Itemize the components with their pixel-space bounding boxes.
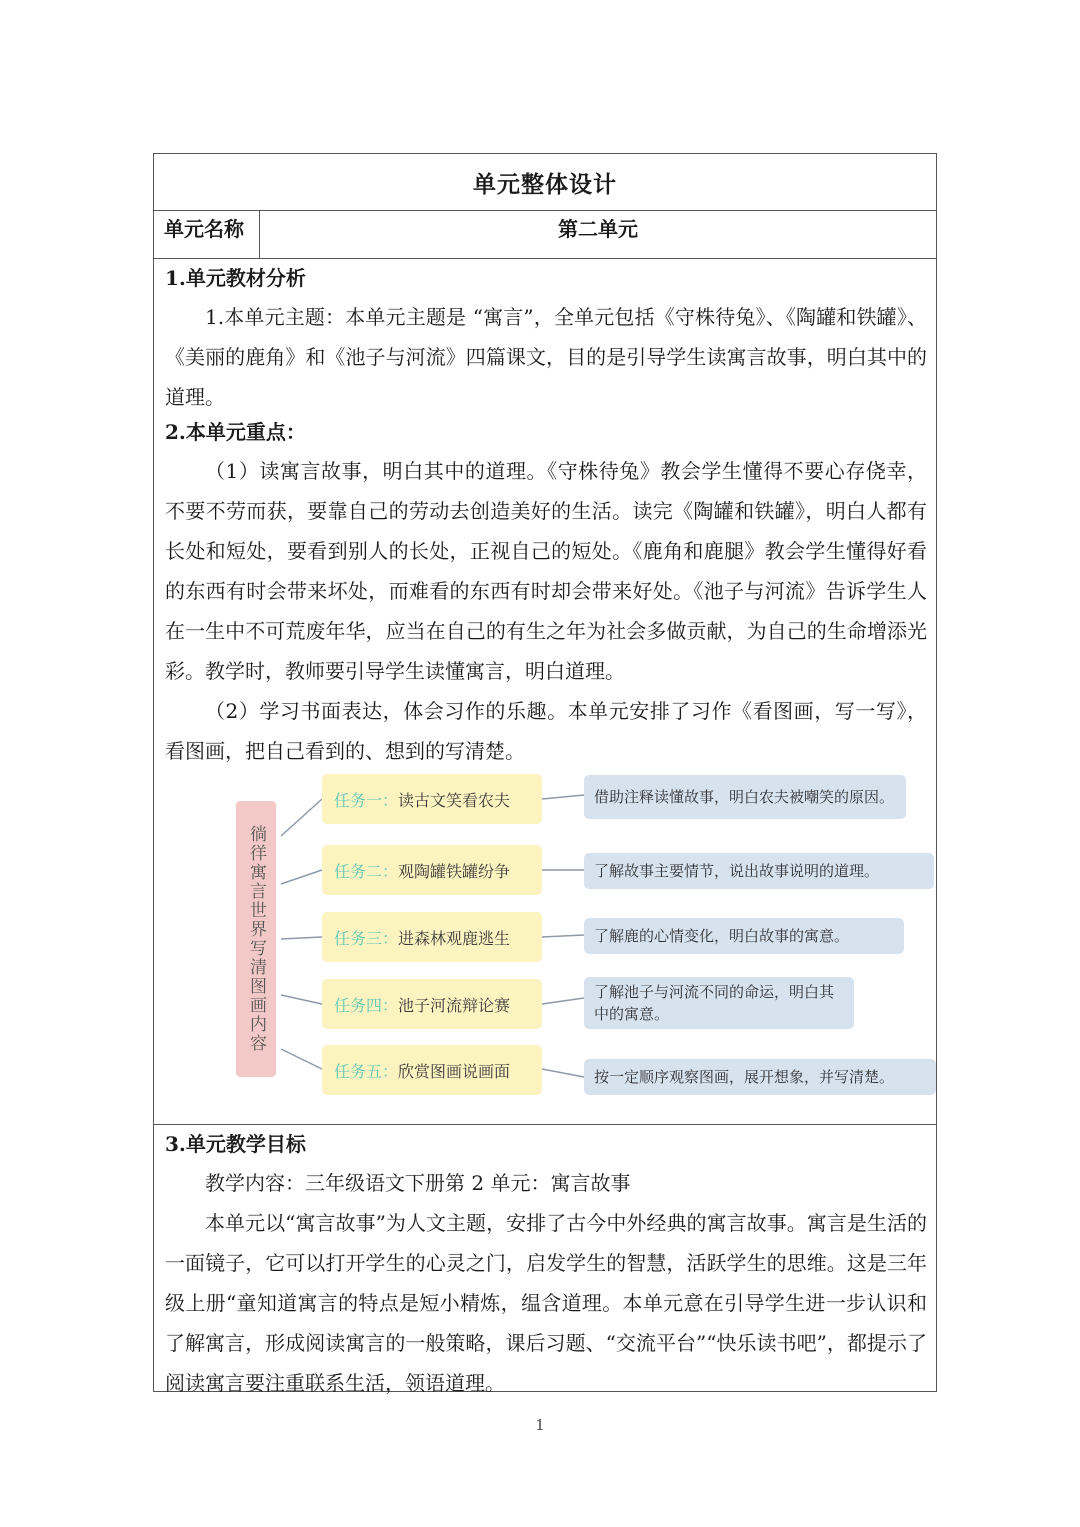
task-box-5	[322, 1045, 542, 1095]
task-box-4	[322, 979, 542, 1029]
connector-task5-desc	[542, 1069, 584, 1077]
teaching-content: 教学内容：三年级语文下册第 2 单元：寓言故事	[205, 1171, 631, 1195]
connector-task4-desc	[542, 998, 584, 1004]
task-box-2	[322, 845, 542, 895]
task-4-label: 任务四：	[334, 995, 399, 1015]
task-5-desc: 按一定顺序观察图画，展开想象，并写清楚。	[584, 1059, 936, 1095]
task-5-label: 任务五：	[334, 1061, 399, 1081]
mindmap-root-label: 徜徉寓言世界写清图画内容	[246, 825, 266, 1053]
section3-heading: 3.单元教学目标	[165, 1132, 306, 1156]
task-2-desc: 了解故事主要情节，说出故事说明的道理。	[584, 853, 934, 889]
section1-paragraph: 1.本单元主题：本单元主题是 “寓言”，全单元包括《守株待兔》、《陶罐和铁罐》、《美丽的鹿角》和《池子与河流》四篇课文，目的是引导学生读寓言故事，明白其中的道理。	[165, 305, 927, 409]
task-4-desc: 了解池子与河流不同的命运，明白其中的寓意。	[584, 977, 854, 1029]
key-point-2: （2）学习书面表达，体会习作的乐趣。本单元安排了习作《看图画，写一写》，看图画，把自己看到的、想到的写清楚。	[165, 699, 927, 763]
unit-name-label: 单元名称	[154, 211, 260, 258]
connector-task3-desc	[542, 935, 584, 937]
task-3-label: 任务三：	[334, 928, 399, 948]
task-2-label: 任务二：	[334, 861, 399, 881]
objectives-section	[154, 1125, 936, 1393]
task-box-3	[322, 912, 542, 962]
task-1-name: 读古文笑看农夫	[398, 790, 511, 810]
task-2-name: 观陶罐铁罐纷争	[398, 861, 511, 881]
unit-design-table	[153, 153, 937, 1395]
task-box-1	[322, 774, 542, 824]
task-1-desc: 借助注释读懂故事，明白农夫被嘲笑的原因。	[584, 775, 906, 819]
task-4-name: 池子河流辩论赛	[398, 995, 511, 1015]
table-title: 单元整体设计	[154, 154, 936, 211]
connector-root-task3	[281, 937, 322, 939]
task-1-label: 任务一：	[334, 790, 399, 810]
key-point-1: （1）读寓言故事，明白其中的道理。《守株待兔》教会学生懂得不要心存侥幸，不要不劳而获，要靠自己的劳动去创造美好的生活。读完《陶罐和铁罐》，明白人都有长处和短处，要看到别人的长处，正视自己的短处。《鹿角和鹿腿》教会学生懂得好看的东西有时会带来坏处，而难看的东西有时却会带来好处。《池子与河流》告诉学生人在一生中不可荒废年华，应当在自己的有生之年为社会多做贡献，为自己的生命增添光彩。教学时，教师要引导学生读懂寓言，明白道理。	[165, 459, 927, 683]
page-number: 1	[535, 1416, 545, 1434]
connector-root-task4	[281, 995, 322, 1004]
task-3-name: 进森林观鹿逃生	[398, 928, 511, 948]
unit-name-row	[154, 211, 936, 259]
task-5-name: 欣赏图画说画面	[398, 1061, 511, 1081]
section3-paragraph: 本单元以“寓言故事”为人文主题，安排了古今中外经典的寓言故事。寓言是生活的一面镜子，它可以打开学生的心灵之门，启发学生的智慧，活跃学生的思维。这是三年级上册“童知道寓言的特点是短小精炼，缊含道理。本单元意在引导学生进一步认识和了解寓言，形成阅读寓言的一般策略，课后习题、“交流平台”“快乐读书吧”，都提示了阅读寓言要注重联系生活，领语道理。	[165, 1211, 927, 1395]
connector-root-task5	[281, 1049, 322, 1069]
connector-root-task1	[281, 799, 322, 836]
analysis-section	[154, 259, 936, 1125]
section2-heading: 2.本单元重点：	[165, 420, 306, 444]
unit-name-value: 第二单元	[558, 217, 638, 241]
section1-heading: 1.单元教材分析	[165, 266, 306, 290]
connector-task1-desc	[542, 795, 584, 799]
task-3-desc: 了解鹿的心情变化，明白故事的寓意。	[584, 918, 904, 954]
connector-root-task2	[281, 870, 322, 884]
